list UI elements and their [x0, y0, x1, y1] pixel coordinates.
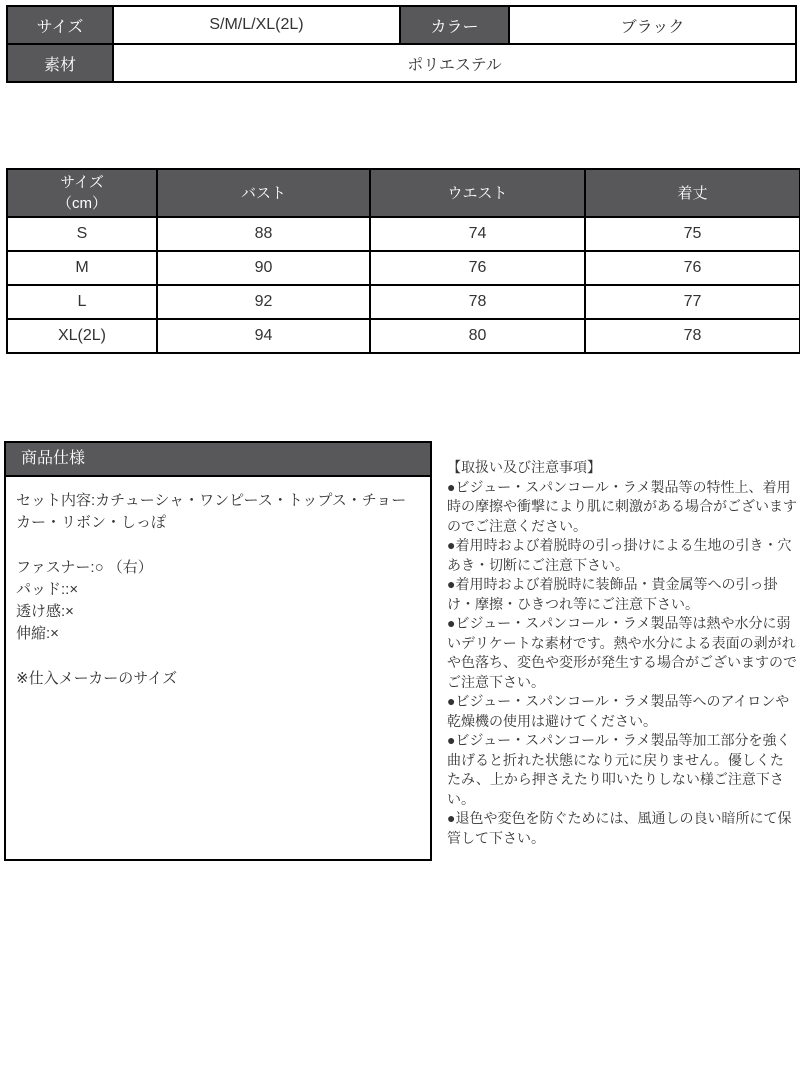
- handling-note-item: ●ビジュー・スパンコール・ラメ製品等へのアイロンや乾燥機の使用は避けてください。: [447, 693, 790, 729]
- size-chart-row-s: [7, 217, 800, 251]
- material-label-cell: 素材: [7, 44, 113, 82]
- handling-notes-title: 【取扱い及び注意事項】: [447, 459, 601, 475]
- size-chart-header-row: [7, 169, 800, 217]
- size-chart-col-size: [7, 169, 157, 217]
- product-spec-body: [6, 477, 430, 690]
- spec-table-row-material: [7, 44, 796, 82]
- color-value-cell: ブラック: [509, 6, 796, 44]
- bust-cell: 94: [157, 319, 370, 353]
- size-chart-table: [6, 168, 800, 354]
- length-cell: 78: [585, 319, 800, 353]
- size-chart-col-size-line1: サイズ: [60, 174, 104, 191]
- size-chart-row-xl: [7, 319, 800, 353]
- product-spec-title: 商品仕様: [6, 443, 430, 477]
- size-cell: L: [7, 285, 157, 319]
- size-chart-col-length: 着丈: [585, 169, 800, 217]
- bust-cell: 90: [157, 251, 370, 285]
- color-label-cell: カラー: [400, 6, 509, 44]
- size-value-cell: S/M/L/XL(2L): [113, 6, 400, 44]
- handling-note-item: ●ビジュー・スパンコール・ラメ製品等は熱や水分に弱いデリケートな素材です。熱や水分による表面の剥がれや色落ち、変色や変形が発生する場合がございますのでご注意下さい。: [447, 615, 797, 690]
- handling-notes: [447, 458, 797, 848]
- size-cell: XL(2L): [7, 319, 157, 353]
- material-value-cell: ポリエステル: [113, 44, 796, 82]
- size-cell: M: [7, 251, 157, 285]
- waist-cell: 80: [370, 319, 585, 353]
- bust-cell: 92: [157, 285, 370, 319]
- spec-detail-stretch: 伸縮:×: [16, 625, 59, 642]
- handling-note-item: ●退色や変色を防ぐためには、風通しの良い暗所にて保管して下さい。: [447, 810, 792, 846]
- spec-detail-fastener: ファスナー:○ （右）: [16, 559, 153, 576]
- size-chart-row-m: [7, 251, 800, 285]
- size-chart-col-bust: バスト: [157, 169, 370, 217]
- set-contents-line: セット内容:カチューシャ・ワンピース・トップス・チョーカー・リボン・しっぽ: [16, 492, 407, 531]
- size-chart-row-l: [7, 285, 800, 319]
- spec-table-row-size-color: [7, 6, 796, 44]
- size-cell: S: [7, 217, 157, 251]
- handling-note-item: ●ビジュー・スパンコール・ラメ製品等の特性上、着用時の摩擦や衝撃により肌に刺激がある場合がございますのでご注意ください。: [447, 478, 797, 534]
- bust-cell: 88: [157, 217, 370, 251]
- spec-footnote: ※仕入メーカーのサイズ: [16, 670, 178, 687]
- handling-note-item: ●ビジュー・スパンコール・ラメ製品等加工部分を強く曲げると折れた状態になり元に戻りません。優しくたたみ、上から押さえたり叩いたりしない様ご注意下さい。: [447, 732, 791, 807]
- waist-cell: 78: [370, 285, 585, 319]
- size-chart-col-waist: ウエスト: [370, 169, 585, 217]
- length-cell: 75: [585, 217, 800, 251]
- product-spec-box: [4, 441, 432, 861]
- size-chart-col-size-line2: （cm）: [57, 195, 107, 212]
- handling-note-item: ●着用時および着脱時に装飾品・貴金属等への引っ掛け・摩擦・ひきつれ等にご注意下さい。: [447, 576, 778, 612]
- size-label-cell: サイズ: [7, 6, 113, 44]
- waist-cell: 76: [370, 251, 585, 285]
- length-cell: 76: [585, 251, 800, 285]
- handling-note-item: ●着用時および着脱時の引っ掛けによる生地の引き・穴あき・切断にご注意下さい。: [447, 537, 792, 573]
- length-cell: 77: [585, 285, 800, 319]
- spec-detail-sheerness: 透け感:×: [16, 603, 74, 620]
- spec-detail-pad: パッド::×: [16, 581, 79, 598]
- spec-table: [6, 5, 797, 83]
- waist-cell: 74: [370, 217, 585, 251]
